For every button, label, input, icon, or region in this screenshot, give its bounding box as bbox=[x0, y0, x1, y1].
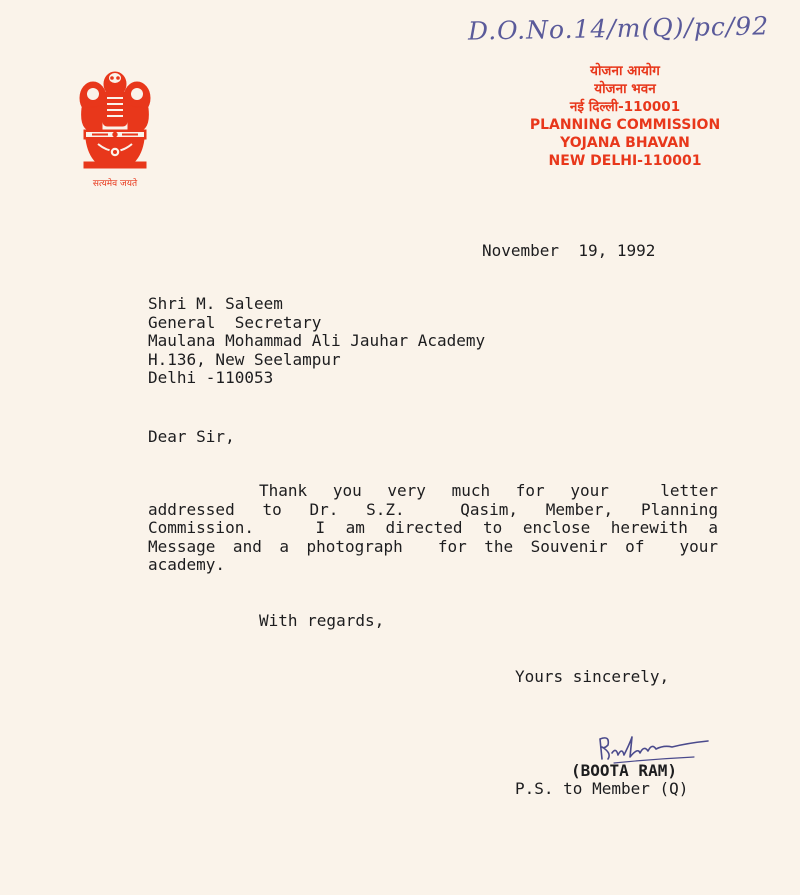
recipient-street: H.136, New Seelampur bbox=[148, 349, 341, 369]
emblem-motto: सत्यमेव जयते bbox=[92, 179, 138, 189]
recipient-city: Delhi -110053 bbox=[148, 368, 274, 387]
national-emblem-icon bbox=[78, 68, 152, 192]
letterhead-hindi-line-2: योजना भवन bbox=[594, 81, 656, 97]
body-line: academy. bbox=[148, 555, 226, 574]
signatory-name: (BOOTA RAM) bbox=[571, 761, 677, 780]
signatory-designation: P.S. to Member (Q) bbox=[515, 779, 689, 798]
recipient-title: General Secretary bbox=[148, 312, 322, 332]
handwritten-reference-number: D.O.No.14/m(Q)/pc/92 bbox=[467, 11, 770, 46]
letterhead-hindi-line-3: नई दिल्ली-110001 bbox=[569, 99, 681, 115]
signoff: Yours sincerely, bbox=[515, 667, 670, 686]
letter-body bbox=[148, 482, 718, 575]
closing-regards: With regards, bbox=[259, 611, 385, 630]
body-line: Commission. I am directed to enclose herewith a bbox=[148, 518, 718, 537]
body-line: Message and a photograph for the Souvenir of your bbox=[148, 536, 718, 556]
recipient-address bbox=[148, 295, 485, 388]
letterhead-hindi-line-1: योजना आयोग bbox=[590, 63, 660, 79]
handwritten-signature bbox=[594, 729, 712, 765]
letterhead-line-1: PLANNING COMMISSION bbox=[529, 117, 721, 133]
letterhead bbox=[520, 62, 730, 170]
letterhead-line-2: YOJANA BHAVAN bbox=[560, 135, 690, 151]
body-line: addressed to Dr. S.Z. Qasim, Member, Planning bbox=[148, 499, 718, 519]
letterhead-line-3: NEW DELHI-110001 bbox=[548, 153, 702, 169]
salutation: Dear Sir, bbox=[148, 427, 235, 446]
recipient-name: Shri M. Saleem bbox=[148, 294, 283, 313]
body-line: Thank you very much for your letter bbox=[259, 481, 718, 500]
recipient-organization: Maulana Mohammad Ali Jauhar Academy bbox=[148, 331, 486, 350]
letter-date: November 19, 1992 bbox=[482, 241, 656, 260]
